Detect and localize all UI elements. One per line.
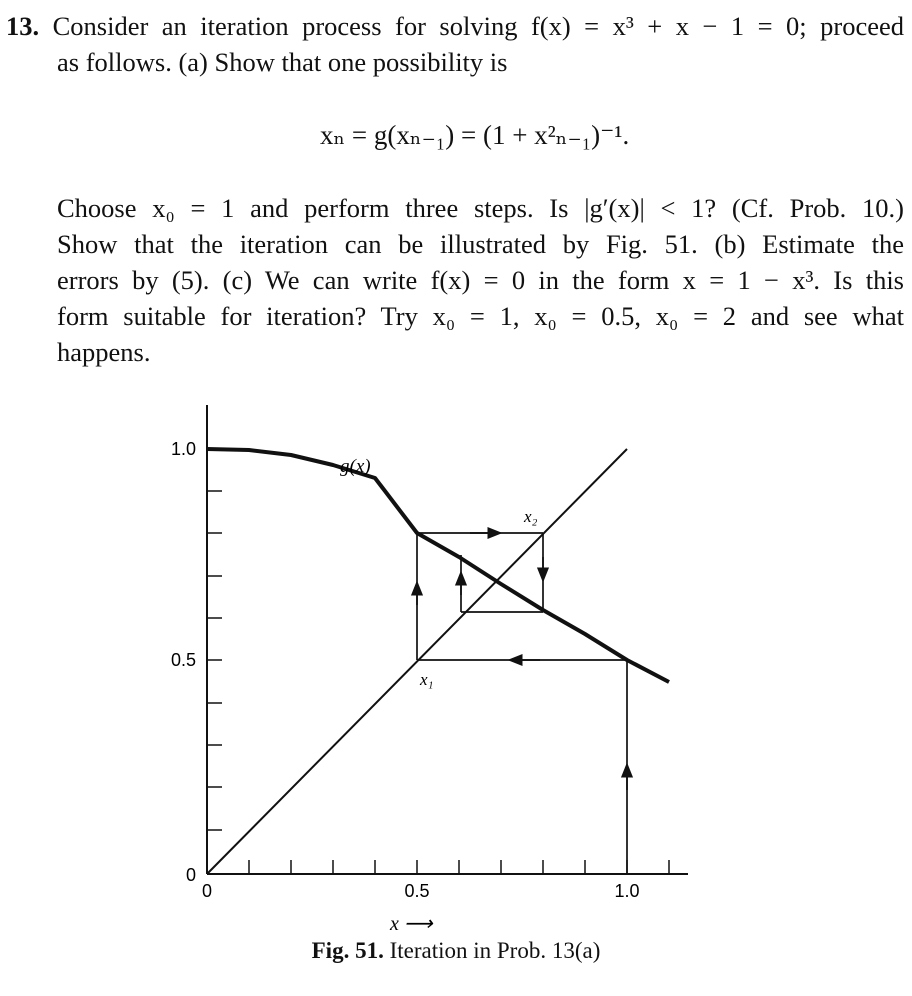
x1-label: x₁ xyxy=(420,670,434,689)
y-tick-label-05: 0.5 xyxy=(170,650,196,670)
iteration-figure xyxy=(150,400,710,935)
problem-number: 13. xyxy=(6,11,40,41)
y-ticks xyxy=(207,449,222,830)
problem-paragraph-2: Choose x₀ = 1 and perform three steps. Is |g′(x)| < 1? (Cf. Prob. 10.) Show that the iteration can be illustrated by Fig. 51. (b) Estimate the errors by (5). (c) We can write f(x) = 0 in the form x = 1 − x³. Is this form suitable for iteration? Try x₀ = 1, x₀ = 0.5, x₀ = 2 and see what happens. xyxy=(57,193,904,367)
caption-label: Fig. 51. xyxy=(311,938,384,963)
problem-line-2: as follows. (a) Show that one possibility is xyxy=(57,47,508,77)
diagonal-line xyxy=(207,449,627,874)
x-tick-label-1: 1.0 xyxy=(614,881,640,901)
g-curve-label: g(x) xyxy=(340,456,371,477)
figure-caption xyxy=(0,938,912,964)
x-tick-label-05: 0.5 xyxy=(404,881,430,901)
problem-text xyxy=(6,8,904,80)
y-tick-label-0: 0 xyxy=(185,865,196,885)
x-tick-label-0: 0 xyxy=(201,881,213,901)
cobweb-path xyxy=(417,533,627,874)
x2-label: x₂ xyxy=(524,507,538,526)
cobweb-arrows xyxy=(417,533,627,790)
iteration-equation: xₙ = g(xₙ₋₁) = (1 + x²ₙ₋₁)⁻¹. xyxy=(320,120,630,150)
caption-text: Iteration in Prob. 13(a) xyxy=(389,938,601,963)
x-axis-label: x ⟶ xyxy=(390,913,433,935)
g-curve xyxy=(207,449,669,682)
x-ticks xyxy=(249,860,669,874)
problem-line-1: 13. Consider an iteration process for solving f(x) = x³ + x − 1 = 0; proceed xyxy=(6,11,905,41)
y-tick-label-1: 1.0 xyxy=(170,439,196,459)
